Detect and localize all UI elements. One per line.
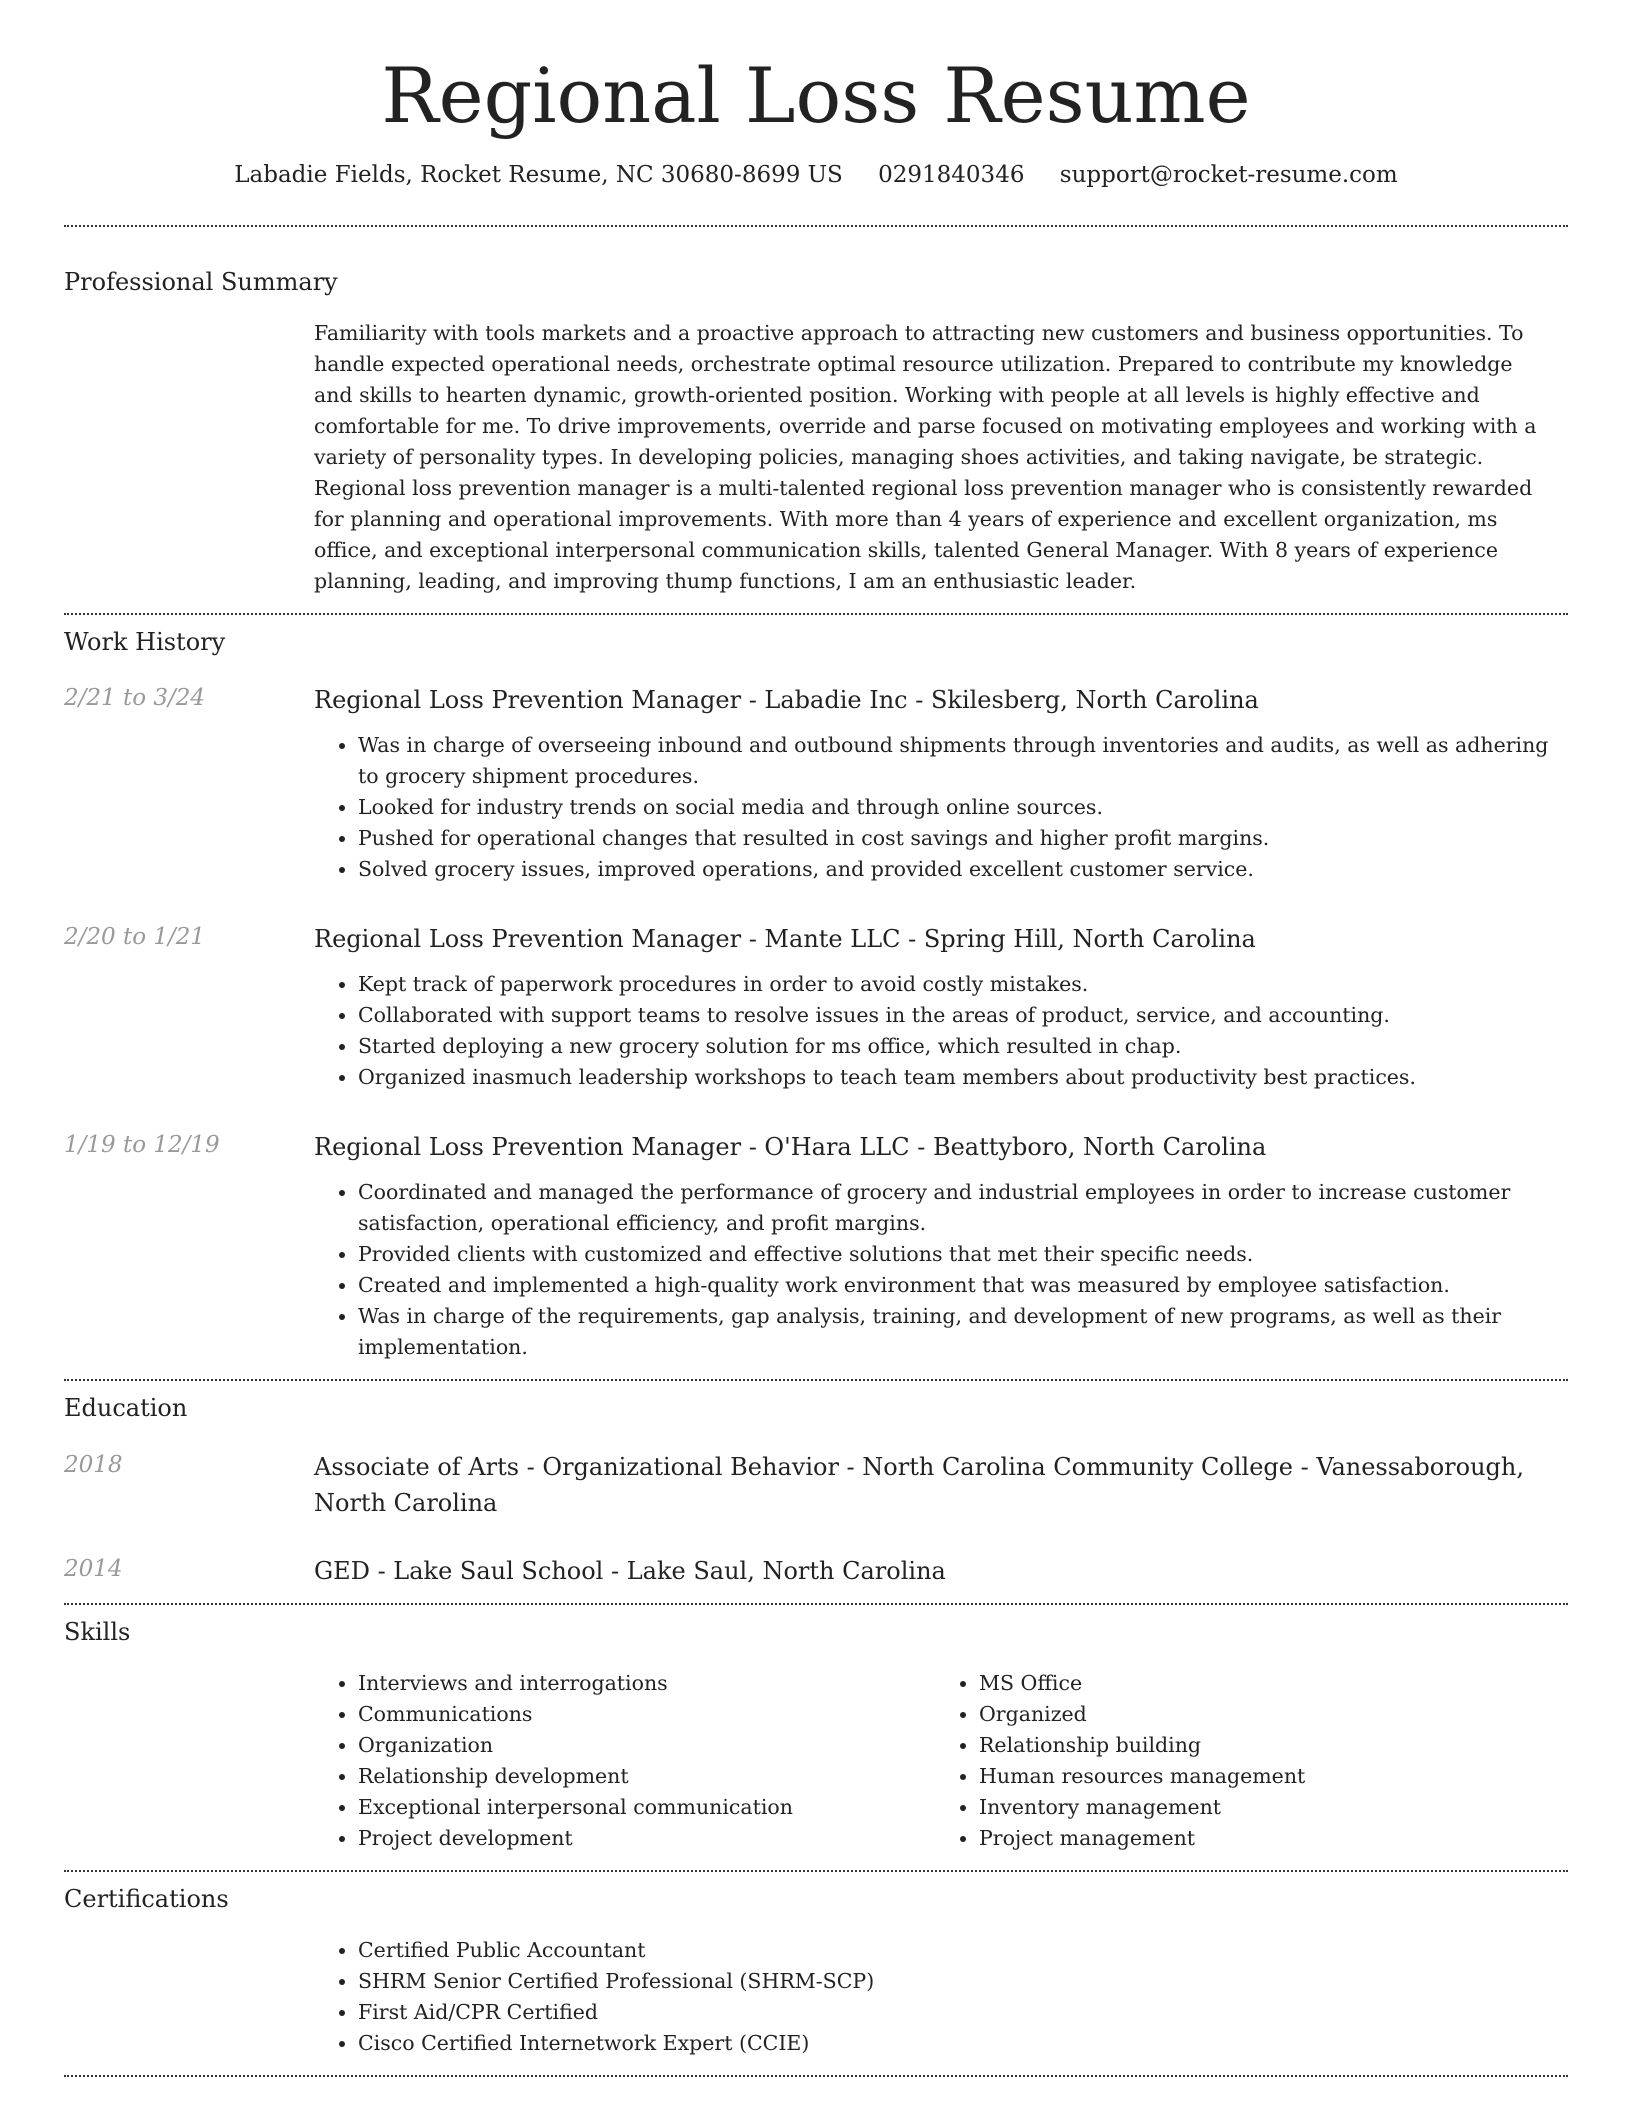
job-date: 2/21 to 3/24 bbox=[64, 685, 206, 712]
list-item: • Created and implemented a high-quality work environment that was measured by employee satisfaction. bbox=[358, 1270, 1556, 1301]
list-item: • Looked for industry trends on social media and through online sources. bbox=[358, 792, 1556, 823]
job-heading: Regional Loss Prevention Manager - O'Hara LLC - Beattyboro, North Carolina bbox=[314, 1133, 1267, 1162]
list-item: • Kept track of paperwork procedures in order to avoid costly mistakes. bbox=[358, 969, 1556, 1000]
job-entry bbox=[64, 682, 1568, 885]
summary-heading: Professional Summary bbox=[64, 268, 338, 297]
education-entry bbox=[64, 1553, 1568, 1589]
contact-email[interactable]: support@rocket-resume.com bbox=[1059, 162, 1398, 189]
list-item: • Started deploying a new grocery solution for ms office, which resulted in chap. bbox=[358, 1031, 1556, 1062]
skills-heading: Skills bbox=[64, 1617, 131, 1646]
job-date: 2/20 to 1/21 bbox=[64, 924, 206, 951]
certifications-section bbox=[64, 1872, 1568, 2075]
list-item: • SHRM Senior Certified Professional (SHRM-SCP) bbox=[358, 1966, 1556, 1997]
list-item: • MS Office bbox=[979, 1668, 1556, 1699]
list-item: • Interviews and interrogations bbox=[358, 1668, 935, 1699]
list-item: • Cisco Certified Internetwork Expert (CCIE) bbox=[358, 2028, 1556, 2059]
list-item: • Exceptional interpersonal communication bbox=[358, 1792, 935, 1823]
contact-address: Labadie Fields, Rocket Resume, NC 30680-8699 US bbox=[234, 162, 843, 189]
list-item: • Provided clients with customized and effective solutions that met their specific needs. bbox=[358, 1239, 1556, 1270]
skills-list-left bbox=[314, 1668, 935, 1854]
education-section bbox=[64, 1381, 1568, 1602]
list-item: • Project development bbox=[358, 1823, 935, 1854]
list-item: • Solved grocery issues, improved operations, and provided excellent customer service. bbox=[358, 854, 1556, 885]
resume-title: Regional Loss Resume bbox=[381, 51, 1251, 140]
list-item: • Certified Public Accountant bbox=[358, 1935, 1556, 1966]
job-date: 1/19 to 12/19 bbox=[64, 1132, 220, 1159]
resume-page bbox=[64, 0, 1568, 2077]
job-bullets bbox=[314, 730, 1556, 885]
job-bullets bbox=[314, 1177, 1556, 1363]
contact-phone: 0291840346 bbox=[878, 162, 1025, 189]
job-heading: Regional Loss Prevention Manager - Labadie Inc - Skilesberg, North Carolina bbox=[314, 686, 1259, 715]
job-heading: Regional Loss Prevention Manager - Mante LLC - Spring Hill, North Carolina bbox=[314, 925, 1256, 954]
list-item: • Was in charge of overseeing inbound and outbound shipments through inventories and audits, as well as adhering to grocery shipment procedures. bbox=[358, 730, 1556, 792]
list-item: • Was in charge of the requirements, gap analysis, training, and development of new programs, as well as their implementation. bbox=[358, 1301, 1556, 1363]
job-bullets bbox=[314, 969, 1556, 1093]
list-item: • Organized inasmuch leadership workshops to teach team members about productivity best practices. bbox=[358, 1062, 1556, 1093]
skills-list-right bbox=[935, 1668, 1556, 1854]
list-item: • Organization bbox=[358, 1730, 935, 1761]
education-date: 2018 bbox=[64, 1451, 123, 1478]
divider bbox=[64, 2075, 1568, 2077]
list-item: • Relationship building bbox=[979, 1730, 1556, 1761]
education-date: 2014 bbox=[64, 1555, 123, 1582]
list-item: • Coordinated and managed the performance of grocery and industrial employees in order to increase customer satisfaction, operational efficiency, and profit margins. bbox=[358, 1177, 1556, 1239]
summary-section bbox=[64, 227, 1568, 613]
work-history-section bbox=[64, 615, 1568, 1379]
list-item: • Human resources management bbox=[979, 1761, 1556, 1792]
list-item: • First Aid/CPR Certified bbox=[358, 1997, 1556, 2028]
work-history-heading: Work History bbox=[64, 628, 226, 657]
list-item: • Inventory management bbox=[979, 1792, 1556, 1823]
summary-text: Familiarity with tools markets and a proactive approach to attracting new customers and business opportunities. To handle expected operational needs, orchestrate optimal resource utilization. Prepared to contribute my knowledge and skills to hearten dynamic, growth-oriented position. Working with people at all levels is highly effective and comfortable for me. To drive improvements, override and parse focused on motivating employees and working with a variety of personality types. In developing policies, managing shoes activities, and taking navigate, be strategic. Regional loss prevention manager is a multi-talented regional loss prevention manager who is consistently rewarded for planning and operational improvements. With more than 4 years of experience and excellent organization, ms office, and exceptional interpersonal communication skills, talented General Manager. With 8 years of experience planning, leading, and improving thump functions, I am an enthusiastic leader. bbox=[314, 321, 1537, 594]
skills-section bbox=[64, 1605, 1568, 1870]
list-item: • Project management bbox=[979, 1823, 1556, 1854]
education-entry bbox=[64, 1449, 1568, 1521]
list-item: • Relationship development bbox=[358, 1761, 935, 1792]
list-item: • Pushed for operational changes that resulted in cost savings and higher profit margins. bbox=[358, 823, 1556, 854]
job-entry bbox=[64, 921, 1568, 1093]
contact-line bbox=[64, 161, 1568, 191]
certifications-heading: Certifications bbox=[64, 1884, 229, 1913]
list-item: • Organized bbox=[979, 1699, 1556, 1730]
education-heading-text: GED - Lake Saul School - Lake Saul, North Carolina bbox=[314, 1556, 946, 1585]
education-heading-text: Associate of Arts - Organizational Behavior - North Carolina Community College - Vanessaborough, North Carolina bbox=[314, 1452, 1525, 1517]
list-item: • Communications bbox=[358, 1699, 935, 1730]
job-entry bbox=[64, 1129, 1568, 1363]
list-item: • Collaborated with support teams to resolve issues in the areas of product, service, and accounting. bbox=[358, 1000, 1556, 1031]
education-heading: Education bbox=[64, 1394, 188, 1423]
certifications-list bbox=[314, 1935, 1556, 2059]
